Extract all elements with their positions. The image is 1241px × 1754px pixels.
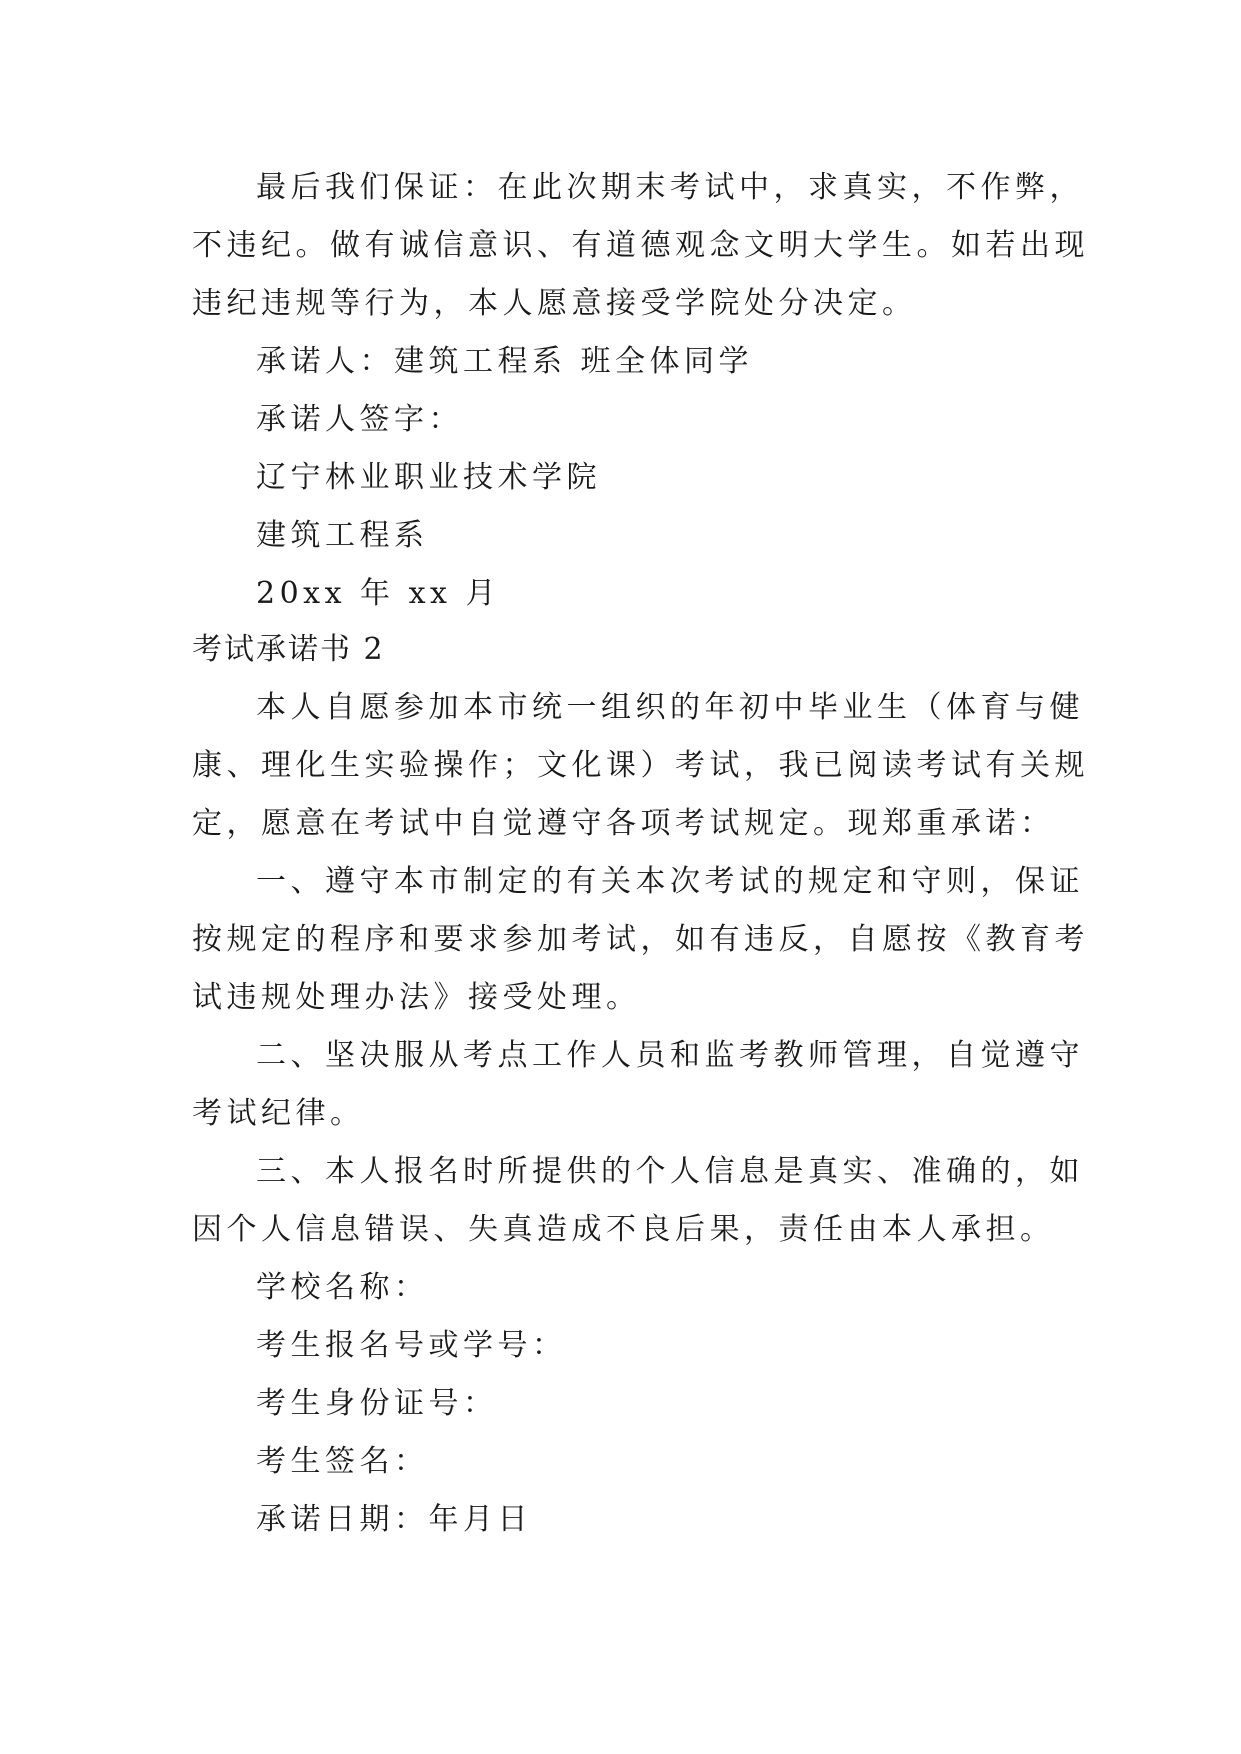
- paragraph-line: 按规定的程序和要求参加考试，如有违反，自愿按《教育考: [192, 922, 1089, 957]
- paragraph-line: 违纪违规等行为，本人愿意接受学院处分决定。: [192, 286, 917, 321]
- paragraph-line: 定，愿意在考试中自觉遵守各项考试规定。现郑重承诺：: [192, 806, 1055, 841]
- paragraph-line: 康、理化生实验操作；文化课）考试，我已阅读考试有关规: [192, 748, 1089, 783]
- paragraph-line: 一、遵守本市制定的有关本次考试的规定和守则，保证: [256, 864, 1084, 899]
- section-title: 考试承诺书 2: [192, 632, 385, 667]
- paragraph-line: 考试纪律。: [192, 1096, 365, 1131]
- paragraph-line: 不违纪。做有诚信意识、有道德观念文明大学生。如若出现: [192, 228, 1089, 263]
- registration-no-field: 考生报名号或学号：: [256, 1328, 567, 1363]
- paragraph-line: 二、坚决服从考点工作人员和监考教师管理，自觉遵守: [256, 1038, 1084, 1073]
- candidate-signature-field: 考生签名：: [256, 1444, 429, 1479]
- school-line: 辽宁林业职业技术学院: [256, 460, 601, 495]
- paragraph-line: 最后我们保证：在此次期末考试中，求真实，不作弊，: [256, 170, 1084, 205]
- date-line: 20xx 年 xx 月: [256, 576, 500, 611]
- id-no-field: 考生身份证号：: [256, 1386, 498, 1421]
- department-line: 建筑工程系: [256, 518, 429, 553]
- paragraph-line: 试违规处理办法》接受处理。: [192, 980, 641, 1015]
- school-name-field: 学校名称：: [256, 1270, 429, 1305]
- paragraph-line: 三、本人报名时所提供的个人信息是真实、准确的，如: [256, 1154, 1084, 1189]
- paragraph-line: 因个人信息错误、失真造成不良后果，责任由本人承担。: [192, 1212, 1055, 1247]
- paragraph-line: 本人自愿参加本市统一组织的年初中毕业生（体育与健: [256, 690, 1084, 725]
- promise-date-field: 承诺日期：年月日: [256, 1502, 532, 1537]
- signature-line: 承诺人签字：: [256, 402, 463, 437]
- promisor-line: 承诺人：建筑工程系 班全体同学: [256, 344, 754, 379]
